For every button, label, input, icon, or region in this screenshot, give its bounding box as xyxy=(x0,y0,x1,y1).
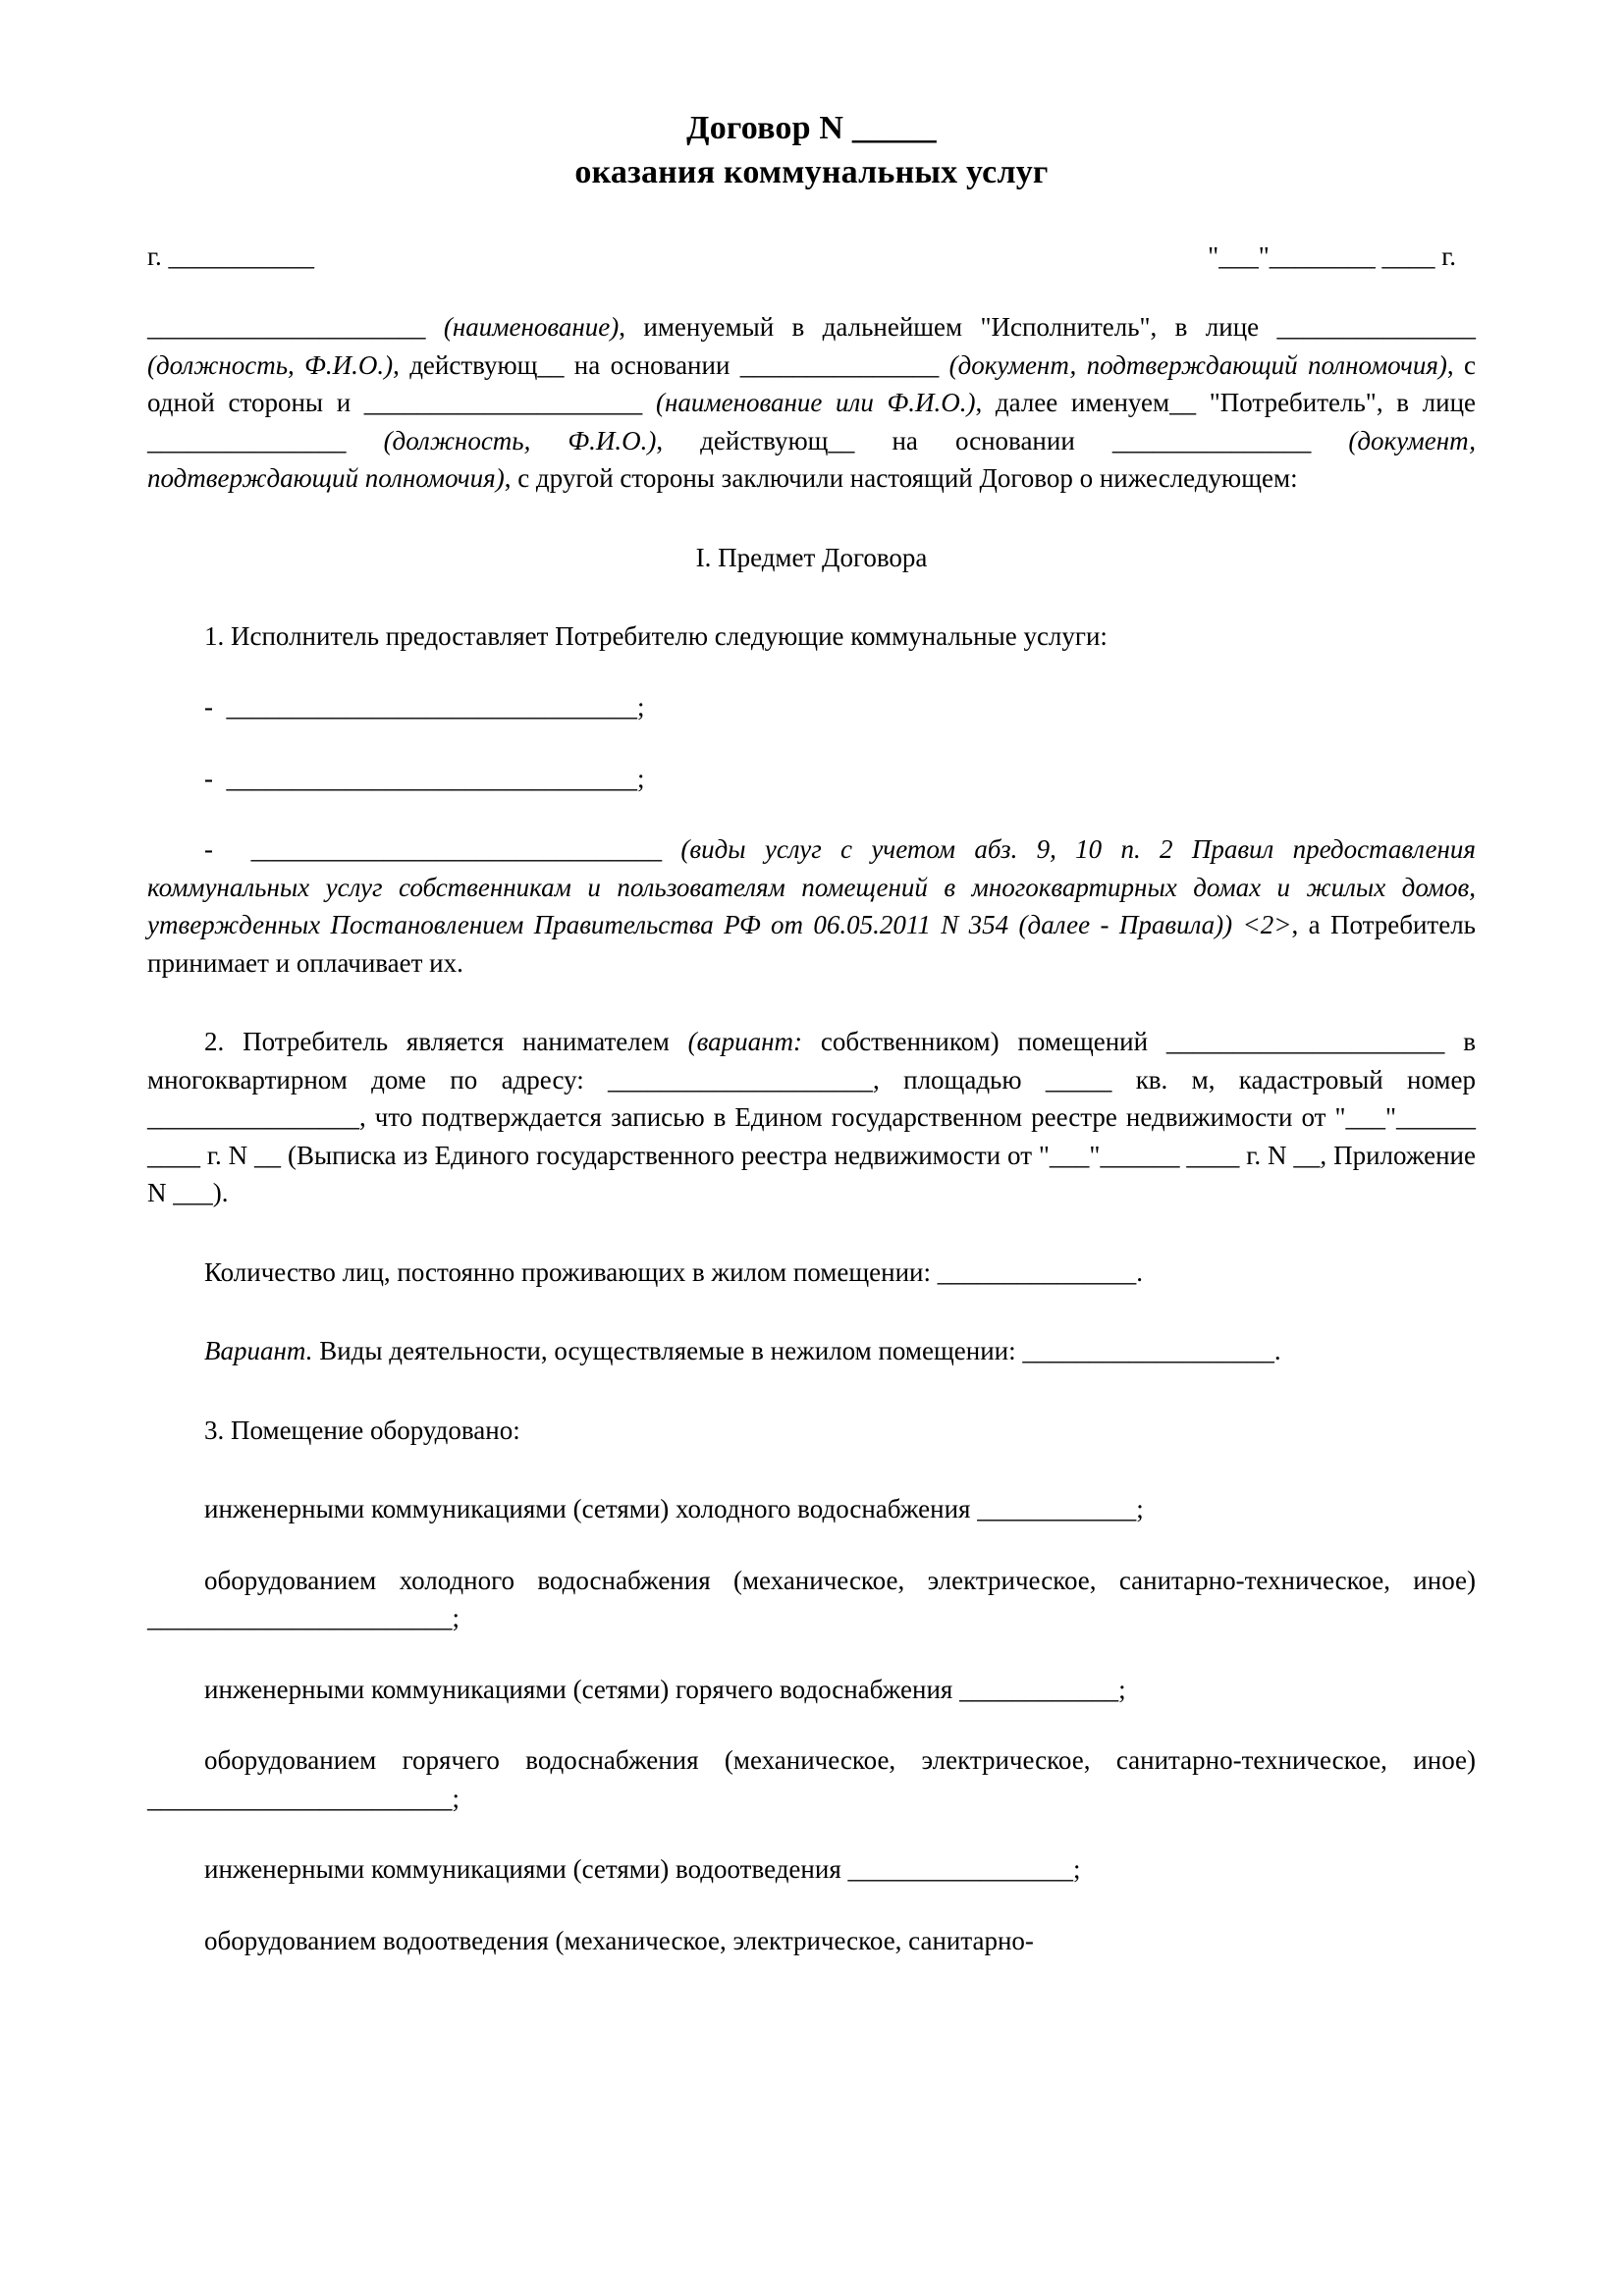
equipment-item-5 xyxy=(147,1850,1476,1889)
equipment-item-2 xyxy=(147,1562,1476,1637)
equipment-item-6-text[interactable]: оборудованием водоотведения (механическое, электрическое, санитарно- xyxy=(204,1925,1034,1955)
service-bullet-1[interactable]: - _______________________________; xyxy=(204,692,645,721)
preamble-seg-2: , именуемый в дальнейшем "Исполнитель", в лице _______________ xyxy=(619,312,1476,342)
preamble-seg-10: , действующ__ на основании _______________ xyxy=(656,425,1349,455)
preamble-seg-12: , с другой стороны заключили настоящий Договор о нижеследующем: xyxy=(504,463,1298,493)
item-2-variant-paragraph xyxy=(147,1332,1476,1370)
service-bullet-3-tail: , а Потребитель принимает и оплачивает их. xyxy=(147,910,1476,978)
title-line-1: Договор N _____ xyxy=(686,110,937,146)
service-bullet-3-note: (виды услуг с учетом абз. 9, 10 п. 2 Правил предоставления коммунальных услуг собственникам и пользователям помещений в многоквартирных домах и жилых домов, утвержденных Постановлением Правительства РФ от 06.05.2011 N 354 (далее - Правила)) xyxy=(147,834,1476,939)
item-1-intro-text: 1. Исполнитель предоставляет Потребителю следующие коммунальные услуги: xyxy=(204,620,1108,651)
section-heading-1: I. Предмет Договора xyxy=(695,542,928,572)
date-field[interactable]: "___"________ ____ г. xyxy=(1208,241,1456,271)
item-2-variant-label: (вариант: xyxy=(687,1027,803,1056)
equipment-item-3 xyxy=(147,1671,1476,1709)
footnote-marker: <2> xyxy=(1232,910,1292,939)
preamble-seg-11: (документ, подтверждающий полномочия) xyxy=(147,425,1477,493)
equipment-item-1-text[interactable]: инженерными коммуникациями (сетями) холодного водоснабжения ____________; xyxy=(204,1494,1144,1523)
item-2-paragraph xyxy=(147,1023,1476,1212)
equipment-item-1 xyxy=(147,1490,1476,1528)
preamble-seg-7: (наименование или Ф.И.О.) xyxy=(655,388,976,417)
preamble-seg-9: (должность, Ф.И.О.) xyxy=(383,425,657,455)
item-2-persons-count xyxy=(147,1254,1476,1292)
item-2-persons-text[interactable]: Количество лиц, постоянно проживающих в жилом помещении: _______________. xyxy=(204,1256,1143,1287)
variant-label: Вариант. xyxy=(204,1336,313,1365)
variant-text: Виды деятельности, осуществляемые в нежилом помещении: ___________________. xyxy=(312,1336,1281,1365)
equipment-item-2-text[interactable]: оборудованием холодного водоснабжения (механическое, электрическое, санитарно-техническое, иное) _______________________; xyxy=(147,1565,1476,1632)
preamble-seg-0: _____________________ xyxy=(147,312,444,342)
preamble-seg-3: (должность, Ф.И.О.) xyxy=(147,349,394,380)
preamble-seg-8: , далее именуем__ "Потребитель", в лице _______________ xyxy=(147,388,1477,455)
preamble-seg-4: , действующ__ на основании _______________ xyxy=(393,349,949,380)
service-bullet-2[interactable]: - _______________________________; xyxy=(204,763,645,793)
item-1-intro xyxy=(147,617,1476,656)
item-3-intro-text: 3. Помещение оборудовано: xyxy=(204,1415,520,1445)
service-bullet-3-rule[interactable]: - _______________________________ xyxy=(204,834,681,864)
preamble-seg-1: (наименование) xyxy=(443,312,620,342)
equipment-item-4-text[interactable]: оборудованием горячего водоснабжения (механическое, электрическое, санитарно-техническое, иное) _______________________; xyxy=(147,1745,1476,1813)
city-date-row xyxy=(147,238,1476,275)
title-line-2: оказания коммунальных услуг xyxy=(574,154,1049,190)
item-2-part-2: собственником) помещений _____________________ в многоквартирном доме по адресу: ____________________, площадью _____ кв. м, кадастровый номер ________________, что подтверждается записью в Едином государственном реестре недвижимости от "___"______ ____ г. N __ (Выписка из Единого государственного реестра недвижимости от "___"______ ____ г. N __, Приложение N ___). xyxy=(147,1027,1476,1207)
preamble-seg-5: (документ, подтверждающий полномочия) xyxy=(948,349,1447,380)
item-2-part-1: 2. Потребитель является нанимателем xyxy=(204,1027,688,1056)
city-field[interactable]: г. ___________ xyxy=(147,241,315,271)
item-3-intro xyxy=(147,1412,1476,1450)
equipment-item-3-text[interactable]: инженерными коммуникациями (сетями) горячего водоснабжения ____________; xyxy=(204,1674,1126,1704)
equipment-item-4 xyxy=(147,1741,1476,1817)
document-body xyxy=(147,106,1476,1959)
service-bullet-3 xyxy=(147,830,1476,982)
page-title xyxy=(147,106,1476,194)
preamble-paragraph xyxy=(147,308,1476,498)
equipment-item-5-text[interactable]: инженерными коммуникациями (сетями) водоотведения _________________; xyxy=(204,1854,1081,1884)
preamble-seg-6: , с одной стороны и _____________________ xyxy=(147,349,1476,417)
equipment-item-6 xyxy=(147,1922,1476,1960)
